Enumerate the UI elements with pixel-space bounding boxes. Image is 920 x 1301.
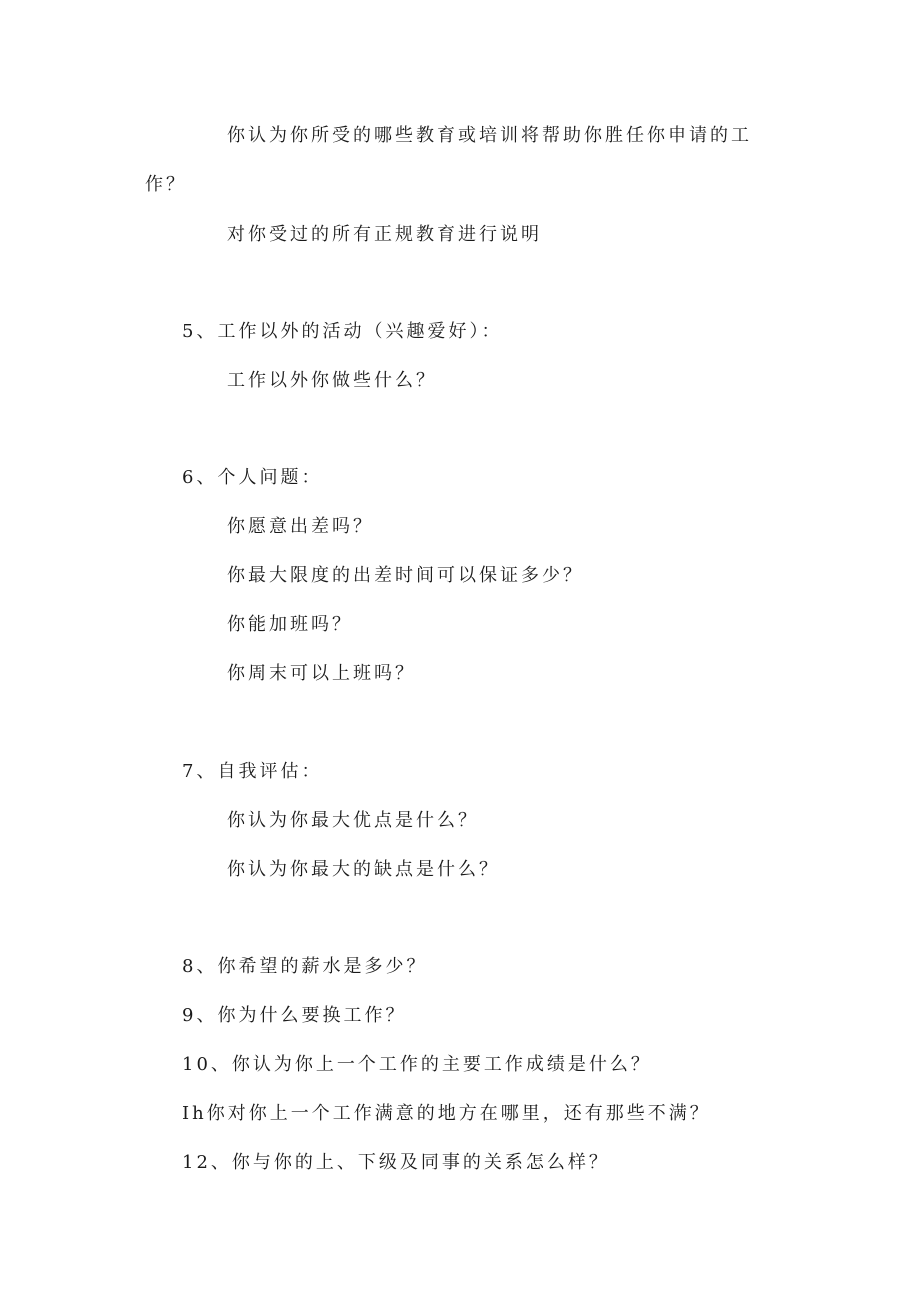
section-heading-personal: 6、个人问题： xyxy=(182,467,323,488)
question-relationships: 12、你与你的上、下级及同事的关系怎么样？ xyxy=(182,1152,610,1173)
question-change-job: 9、你为什么要换工作？ xyxy=(182,1005,407,1026)
question-satisfaction: Ih你对你上一个工作满意的地方在哪里，还有那些不满？ xyxy=(182,1103,711,1124)
question-overtime: 你能加班吗？ xyxy=(227,614,353,635)
question-achievements: 10、你认为你上一个工作的主要工作成绩是什么？ xyxy=(182,1054,652,1075)
section-heading-activities: 5、工作以外的活动（兴趣爱好）： xyxy=(182,321,503,342)
question-salary: 8、你希望的薪水是多少？ xyxy=(182,956,428,977)
question-strengths: 你认为你最大优点是什么？ xyxy=(227,810,479,831)
question-outside-work: 工作以外你做些什么？ xyxy=(227,370,437,391)
section-heading-self-assessment: 7、自我评估： xyxy=(182,761,323,782)
question-training-help-continued: 作？ xyxy=(145,174,187,195)
question-formal-education: 对你受过的所有正规教育进行说明 xyxy=(227,224,542,245)
question-weaknesses: 你认为你最大的缺点是什么？ xyxy=(227,859,500,880)
question-weekend-work: 你周末可以上班吗？ xyxy=(227,663,416,684)
question-business-travel: 你愿意出差吗？ xyxy=(227,516,374,537)
question-max-travel-time: 你最大限度的出差时间可以保证多少？ xyxy=(227,565,584,586)
question-training-help: 你认为你所受的哪些教育或培训将帮助你胜任你申请的工 xyxy=(227,125,752,146)
